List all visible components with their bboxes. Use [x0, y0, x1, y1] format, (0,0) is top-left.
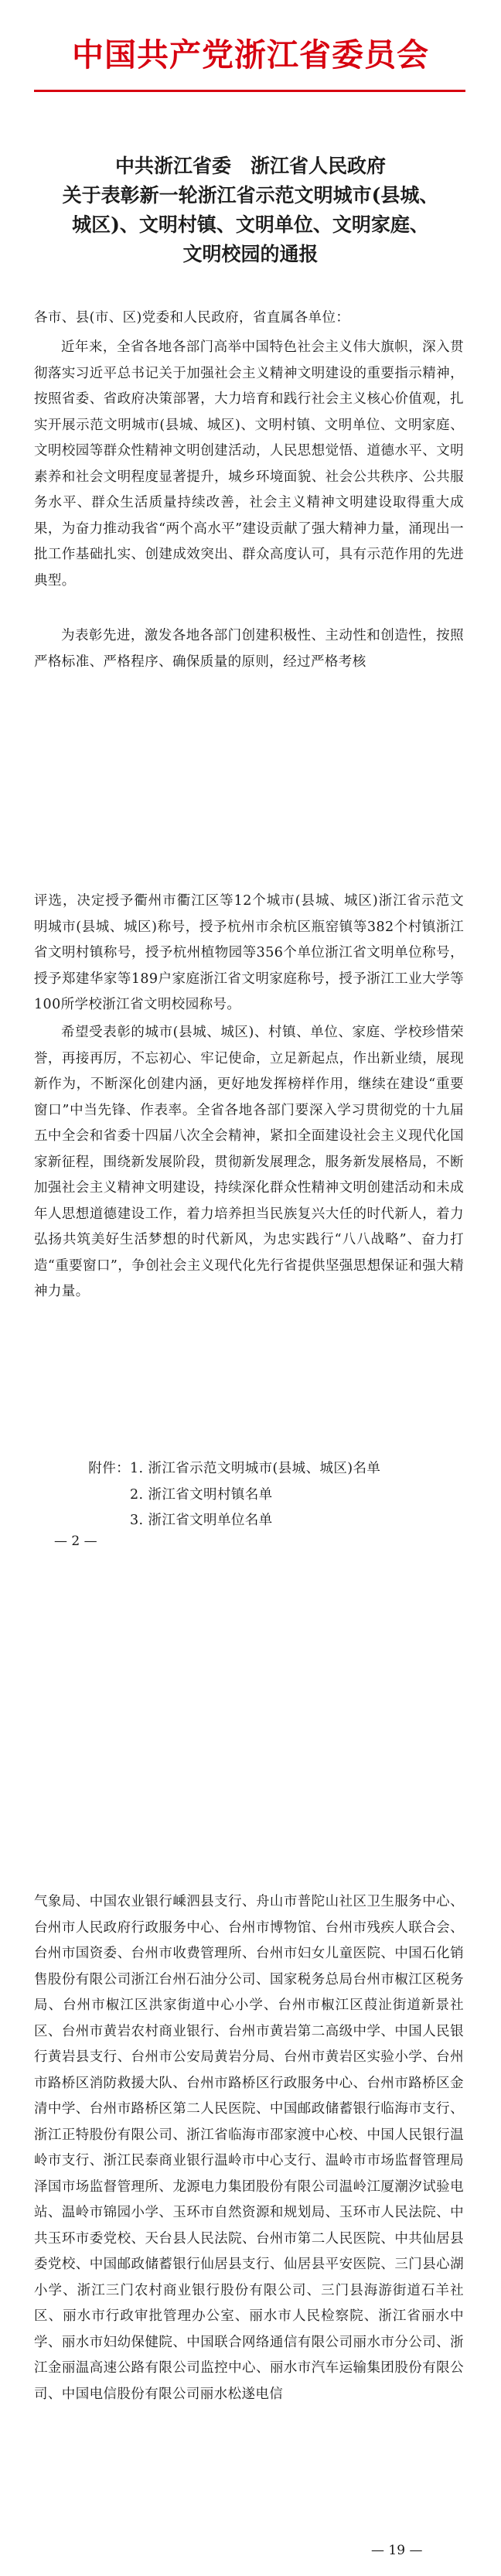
attachment-label: 1. 浙江省示范文明城市(县城、城区)名单: [130, 1461, 381, 1476]
body-paragraph: 希望受表彰的城市(县城、城区)、村镇、单位、家庭、学校珍惜荣誉，再接再厉，不忘初心、牢记使命，立足新起点，作出新业绩，展现新作为，不断深化创建内涵，更好地发挥榜样作用，继续在建设“重要窗口”中当先锋、作表率。全省各地各部门要深入学习贯彻党的十九届五中全会和省委十四届八次全会精神，紧扣全面建设社会主义现代化国家新征程，围绕新发展阶段，贯彻新发展理念，服务新发展格局，不断加强社会主义精神文明建设，持续深化群众性精神文明创建活动和未成年人思想道德建设工作，着力培养担当民族复兴大任的时代新人，着力弘扬共筑美好生活梦想的时代新风，为忠实践行“八八战略”、奋力打造“重要窗口”，争创社会主义现代化先行省提供坚强思想保证和强大精神力量。: [34, 1025, 464, 1299]
masthead-title: 中国共产党浙江省委员会: [72, 36, 429, 73]
title-line: 城区)、文明村镇、文明单位、文明家庭、: [72, 213, 429, 236]
document-page-19: [0, 1657, 501, 2576]
attachment-item: [34, 1482, 464, 1509]
masthead-red-rule: [34, 90, 465, 92]
attachment-label: 2. 浙江省文明村镇名单: [130, 1486, 273, 1503]
salutation: 各市、县(市、区)党委和人民政府，省直属各单位：: [34, 310, 350, 326]
document-page-1: [0, 0, 501, 885]
attachments-list: [34, 1456, 464, 1534]
attachment-label: 3. 浙江省文明单位名单: [130, 1513, 273, 1528]
document-page-2: [0, 884, 501, 1657]
attachment-item: [34, 1508, 464, 1534]
body-paragraph: 气象局、中国农业银行嵊泗县支行、舟山市普陀山社区卫生服务中心、台州市人民政府行政服务中心、台州市博物馆、台州市残疾人联合会、台州市国资委、台州市收费管理所、台州市妇女儿童医院、中国石化销售股份有限公司浙江台州石油分公司、国家税务总局台州市椒江区税务局、台州市椒江区洪家街道中心小学、台州市椒江区葭沚街道新景社区、台州市黄岩农村商业银行、台州市黄岩第二高级中学、中国人民银行黄岩县支行、台州市公安局黄岩分局、台州市黄岩区实验小学、台州市路桥区消防救援大队、台州市路桥区行政服务中心、台州市路桥区金清中学、台州市路桥区第二人民医院、中国邮政储蓄银行临海市支行、浙江正特股份有限公司、浙江省临海市邵家渡中心校、中国人民银行温岭市支行、浙江民泰商业银行温岭市中心支行、温岭市市场监督管理局泽国市场监督管理所、龙源电力集团股份有限公司温岭江厦潮汐试验电站、温岭市锦园小学、玉环市自然资源和规划局、玉环市人民法院、中共玉环市委党校、天台县人民法院、台州市第二人民医院、中共仙居县委党校、中国邮政储蓄银行仙居县支行、仙居县平安医院、三门县心湖小学、浙江三门农村商业银行股份有限公司、三门县海游街道石羊社区、丽水市行政审批管理办公室、丽水市人民检察院、浙江省丽水中学、丽水市妇幼保健院、中国联合网络通信有限公司丽水市分公司、浙江金丽温高速公路有限公司监控中心、丽水市汽车运输集团股份有限公司、中国电信股份有限公司丽水松遂电信: [34, 1894, 464, 2402]
attachment-item: [34, 1456, 464, 1482]
title-line: 关于表彰新一轮浙江省示范文明城市(县城、: [62, 184, 439, 206]
page-number: — 19 —: [371, 2543, 423, 2558]
document-title: [46, 152, 455, 269]
body-paragraph: 为表彰先进，激发各地各部门创建积极性、主动性和创造性，按照严格标准、严格程序、确保质量的原则，经过严格考核: [34, 628, 464, 670]
page-number: — 2 —: [54, 1534, 97, 1549]
body-paragraph: 近年来，全省各地各部门高举中国特色社会主义伟大旗帜，深入贯彻落实习近平总书记关于加强社会主义精神文明建设的重要指示精神，按照省委、省政府决策部署，大力培育和践行社会主义核心价值观，扎实开展示范文明城市(县城、城区)、文明村镇、文明单位、文明家庭、文明校园等群众性精神文明创建活动，人民思想觉悟、道德水平、文明素养和社会文明程度显著提升，城乡环境面貌、社会公共秩序、公共服务水平、群众生活质量持续改善，社会主义精神文明建设取得重大成果，为奋力推动我省“两个高水平”建设贡献了强大精神力量，涌现出一批工作基础扎实、创建成效突出、群众高度认可，具有示范作用的先进典型。: [34, 339, 464, 589]
title-line: 中共浙江省委 浙江省人民政府: [114, 155, 386, 177]
body-paragraph: 评选，决定授予衢州市衢江区等12个城市(县城、城区)浙江省示范文明城市(县城、城区)称号，授予杭州市余杭区瓶窑镇等382个村镇浙江省文明村镇称号，授予杭州植物园等356个单位浙江省文明单位称号，授予郑建华家等189户家庭浙江省文明家庭称号，授予浙江工业大学等100所学校浙江省文明校园称号。: [34, 893, 464, 1012]
attachments-lead: 附件：: [88, 1461, 130, 1476]
title-line: 文明校园的通报: [182, 243, 319, 265]
